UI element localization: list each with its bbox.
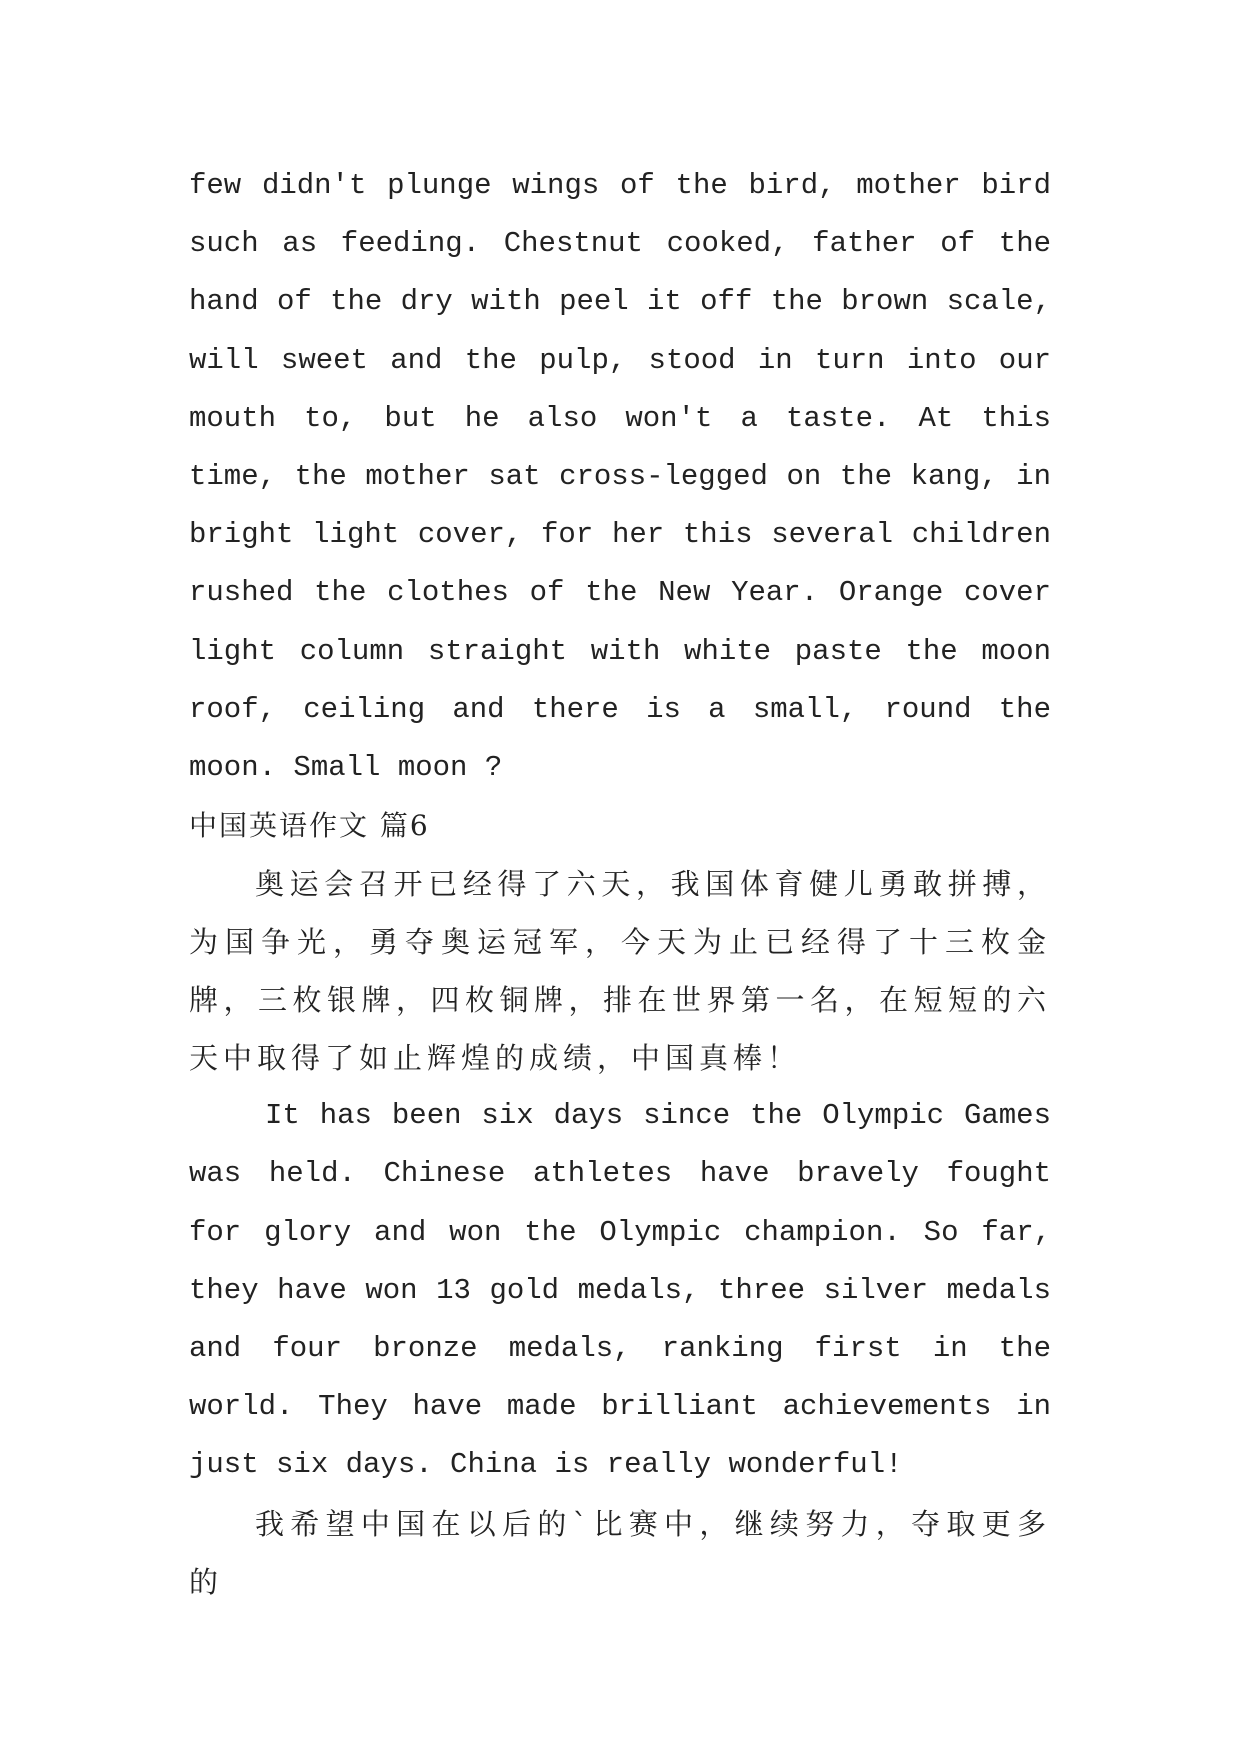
section-heading: 中国英语作文 篇6 — [189, 809, 430, 843]
paragraph-chinese-2: 我希望中国在以后的`比赛中，继续努力，夺取更多的 — [189, 1506, 1051, 1599]
document-body — [189, 157, 1051, 1611]
paragraph-english-1: It has been six days since the Olympic Games was held. Chinese athletes have bravely fought for glory and won the Olympic champion. So far, they have won 13 gold medals, three silver medals and four bronze medals, ranking first in the world. They have made brilliant achievements in just six days. China is really wonderful! — [189, 1099, 1051, 1482]
paragraph-chinese-1: 奥运会召开已经得了六天，我国体育健儿勇敢拼搏，为国争光，勇夺奥运冠军，今天为止已经得了十三枚金牌，三枚银牌，四枚铜牌，排在世界第一名，在短短的六天中取得了如止辉煌的成绩，中国真棒！ — [189, 867, 1051, 1076]
paragraph-continued: few didn't plunge wings of the bird, mother bird such as feeding. Chestnut cooked, father of the hand of the dry with peel it off the brown scale, will sweet and the pulp, stood in turn into our mouth to, but he also won't a taste. At this time, the mother sat cross-legged on the kang, in bright light cover, for her this several children rushed the clothes of the New Year. Orange cover light column straight with white paste the moon roof, ceiling and there is a small, round the moon. Small moon ? — [189, 169, 1051, 785]
